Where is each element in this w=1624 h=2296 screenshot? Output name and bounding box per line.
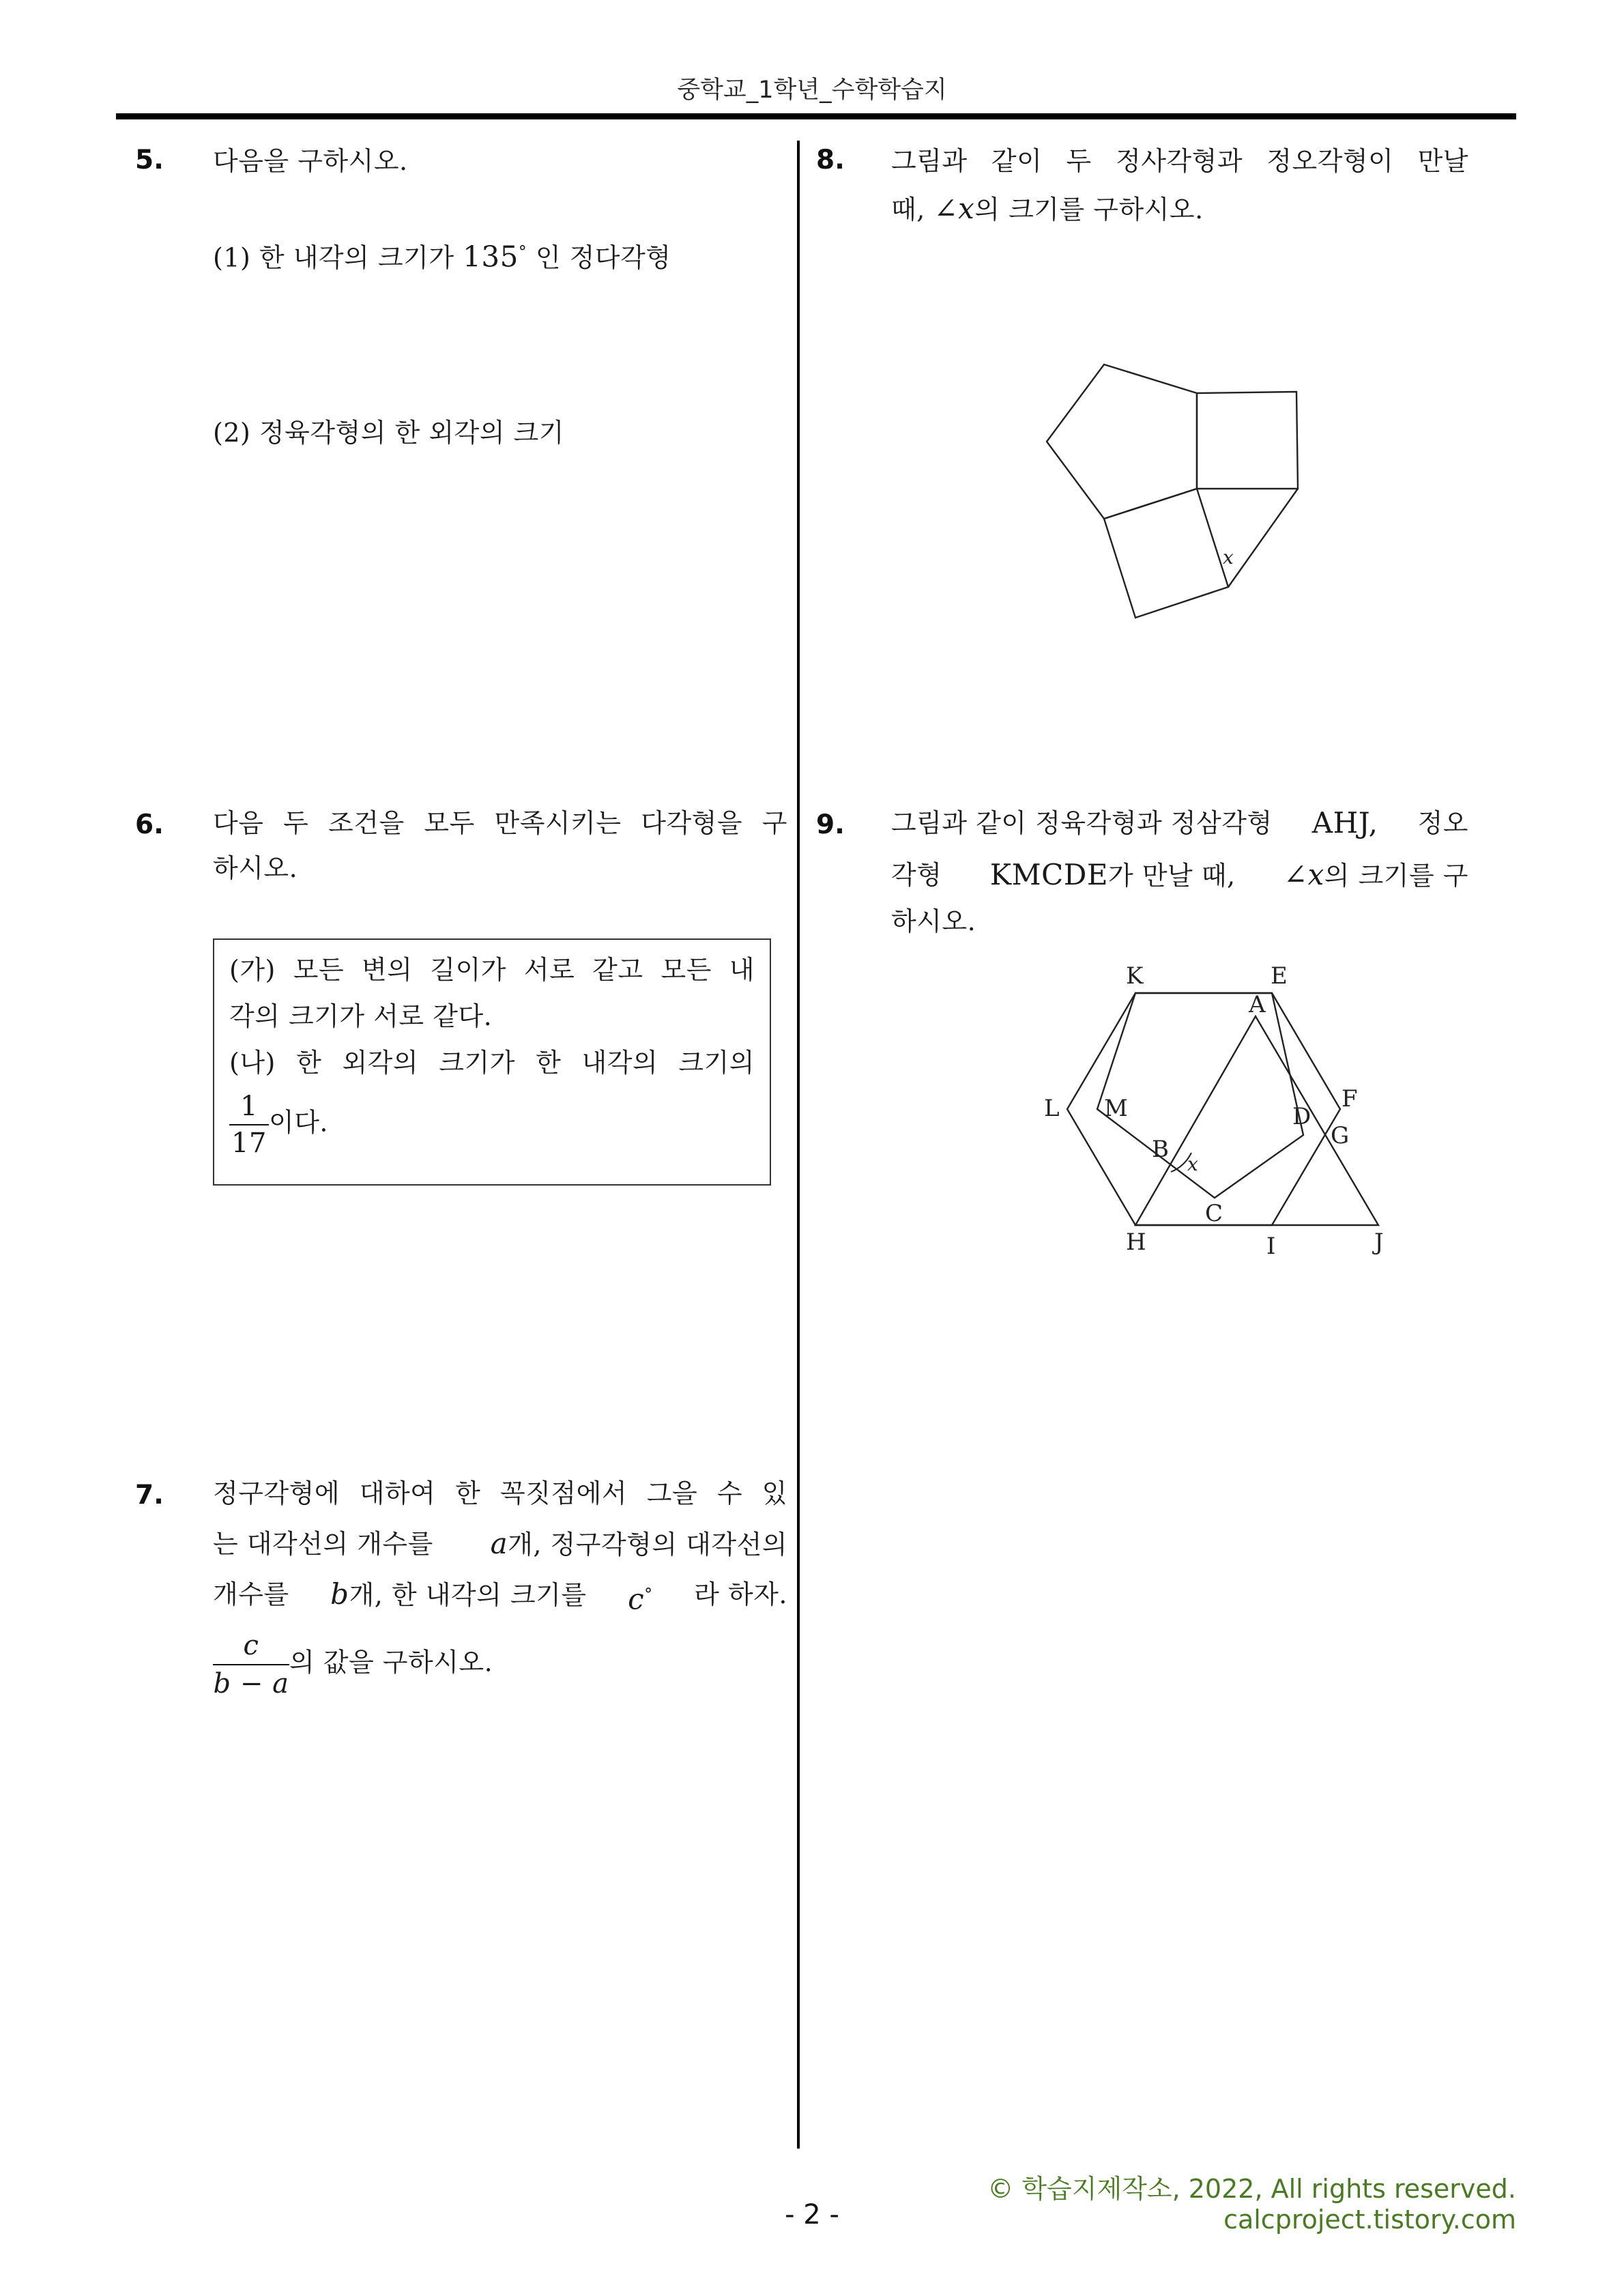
problem-5-prompt: 다음을 구하시오. (213, 146, 408, 176)
problem-6-frac-den: 17 (229, 1124, 269, 1161)
problem-8-figure (1024, 355, 1310, 628)
problem-7-line2 (213, 1518, 787, 1570)
problem-8-line1: 그림과 같이 두 정사각형과 정오각형이 만날 (891, 146, 1468, 176)
problem-6-line2: 하시오. (213, 853, 298, 883)
problem-9-var-x: x (1307, 858, 1324, 891)
problem-9-line2-post: 의 크기를 구 (1324, 861, 1468, 891)
label-M: M (1104, 1095, 1128, 1122)
label-E: E (1271, 962, 1288, 990)
column-divider (797, 141, 800, 2149)
problem-7-var-a: a (490, 1527, 508, 1560)
header-rule (116, 113, 1516, 119)
label-H: H (1126, 1229, 1146, 1256)
problem-8-line2 (891, 183, 1204, 235)
label-F: F (1342, 1085, 1358, 1113)
problem-7-number: 7. (135, 1480, 164, 1510)
problem-9-line1-post: 정오 (1417, 808, 1468, 838)
problem-5-sub2: (2) 정육각형의 한 외각의 크기 (213, 418, 564, 448)
problem-8-angle-label: x (1223, 546, 1234, 569)
problem-7-var-b: b (330, 1577, 349, 1611)
problem-7-line3 (213, 1568, 787, 1626)
problem-7-fraction (213, 1627, 289, 1702)
problem-7-line2-post: 개, 정구각형의 대각선의 (508, 1530, 787, 1560)
problem-9-triangle-name: AHJ, (1311, 806, 1378, 840)
problem-7-line2-pre: 는 대각선의 개수를 (213, 1529, 433, 1559)
problem-5-sub1-pre: (1) 한 내각의 크기가 (213, 242, 454, 273)
problem-7-degree: ° (644, 1585, 653, 1604)
problem-5-sub1-degree: ° (518, 242, 527, 261)
problem-8-angle-symbol: ∠ (933, 192, 959, 225)
label-K: K (1126, 962, 1144, 990)
label-I: I (1266, 1233, 1276, 1260)
problem-7-frac-den: b − a (213, 1664, 289, 1702)
problem-7-var-c: c (628, 1582, 645, 1616)
square-bottom (1104, 489, 1228, 618)
problem-6-box-line3: (나) 한 외각의 크기가 한 내각의 크기의 (229, 1048, 755, 1078)
problem-9-line1 (891, 797, 1468, 849)
problem-6-box-line4 (229, 1089, 328, 1161)
problem-8-line2-post: 의 크기를 구하시오. (974, 195, 1204, 225)
problem-7-line1: 정구각형에 대하여 한 꼭짓점에서 그을 수 있 (213, 1478, 787, 1508)
problem-7-frac-num: c (243, 1630, 259, 1661)
page-number: - 2 - (785, 2199, 839, 2230)
problem-9-line1-pre: 그림과 같이 정육각형과 정삼각형 (891, 808, 1273, 838)
problem-7-line3-pre: 개수를 (213, 1579, 289, 1609)
problem-9-angle-symbol: ∠ (1283, 858, 1308, 891)
problem-9-line2-pre: 각형 (891, 860, 942, 890)
square-top (1197, 392, 1298, 489)
footer-copyright: © 학습지제작소, 2022, All rights reserved. (987, 2174, 1516, 2204)
problem-5-sub1-post: 인 정다각형 (535, 242, 671, 273)
problem-9-line2 (891, 849, 1468, 902)
label-G: G (1331, 1122, 1350, 1149)
triangle-edge (1228, 489, 1298, 587)
pentagon-KMCDE (1097, 993, 1303, 1198)
problem-7-line4-post: 의 값을 구하시오. (289, 1647, 493, 1678)
problem-6-number: 6. (135, 809, 164, 840)
problem-9-line3: 하시오. (891, 906, 976, 936)
label-x: x (1187, 1153, 1198, 1175)
triangle-AHJ (1135, 1016, 1378, 1225)
label-C: C (1205, 1200, 1223, 1227)
label-D: D (1292, 1103, 1311, 1130)
problem-6-fraction (229, 1089, 269, 1161)
problem-7-line3-post: 라 하자. (694, 1579, 787, 1609)
problem-7-line4 (213, 1627, 493, 1702)
problem-9-pentagon-name: KMCDE (989, 858, 1109, 891)
label-L: L (1044, 1095, 1060, 1122)
problem-8-var-x: x (958, 192, 975, 225)
page-header-title: 중학교_1학년_수학학습지 (677, 76, 947, 104)
problem-5-sub1 (213, 226, 671, 284)
problem-7-line3-mid: 개, 한 내각의 크기를 (349, 1580, 587, 1610)
footer-url[interactable]: calcproject.tistory.com (1223, 2205, 1516, 2235)
problem-6-box-line2: 각의 크기가 서로 같다. (229, 1001, 493, 1031)
problem-6-box-line1: (가) 모든 변의 길이가 서로 같고 모든 내 (229, 955, 755, 985)
problem-9-number: 9. (816, 809, 845, 840)
problem-8-line2-pre: 때, (891, 195, 925, 225)
problem-6-line1: 다음 두 조건을 모두 만족시키는 다각형을 구 (213, 808, 787, 838)
problem-9-line2-mid: 가 만날 때, (1108, 861, 1236, 891)
problem-6-condition-box (213, 938, 771, 1186)
label-J: J (1374, 1229, 1384, 1256)
problem-9-figure (1024, 952, 1406, 1266)
label-B: B (1152, 1136, 1169, 1163)
problem-6-frac-num: 1 (240, 1091, 258, 1122)
problem-5-number: 5. (135, 145, 164, 175)
label-A: A (1249, 991, 1266, 1018)
problem-6-box-line4-post: 이다. (269, 1107, 328, 1138)
problem-5-sub1-value: 135 (463, 240, 519, 274)
problem-8-number: 8. (816, 145, 845, 175)
